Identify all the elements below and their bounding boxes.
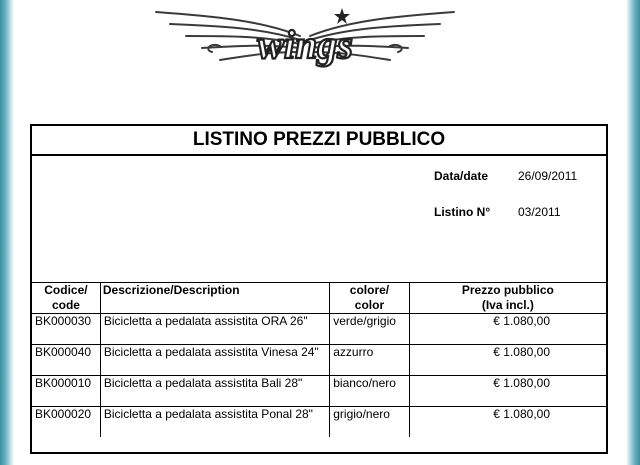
- header-price: Prezzo pubblico (Iva incl.): [409, 283, 606, 314]
- listino-value: 03/2011: [518, 205, 561, 219]
- cell-color: bianco/nero: [330, 376, 409, 407]
- table-row: [32, 345, 606, 376]
- cell-color: azzurro: [330, 345, 409, 376]
- cell-code: BK000020: [32, 407, 100, 438]
- cell-description: Bicicletta a pedalata assistita Vinesa 24": [100, 345, 329, 376]
- wings-logo: [150, 6, 460, 72]
- header-description: Descrizione/Description: [100, 283, 329, 314]
- date-label: Data/date: [434, 169, 489, 183]
- logo-wordmark: wings: [257, 22, 353, 67]
- cell-description: Bicicletta a pedalata assistita Ponal 28": [100, 407, 329, 438]
- cell-price: € 1.080,00: [493, 376, 550, 390]
- cell-price: € 1.080,00: [493, 314, 550, 328]
- cell-code: BK000040: [32, 345, 100, 376]
- cell-code: BK000030: [32, 314, 100, 345]
- cell-color: grigio/nero: [330, 407, 409, 438]
- cell-code: BK000010: [32, 376, 100, 407]
- price-table: [32, 282, 606, 437]
- page-title: LISTINO PREZZI PUBBLICO: [32, 126, 606, 156]
- table-row: [32, 407, 606, 438]
- cell-description: Bicicletta a pedalata assistita ORA 26": [100, 314, 329, 345]
- header-code: Codice/ code: [32, 283, 100, 314]
- date-value: 26/09/2011: [518, 169, 578, 183]
- cell-price: € 1.080,00: [493, 345, 550, 359]
- table-row: [32, 314, 606, 345]
- listino-label: Listino N°: [434, 205, 491, 219]
- cell-price: € 1.080,00: [493, 407, 550, 421]
- cell-color: verde/grigio: [330, 314, 409, 345]
- header-color: colore/ color: [330, 283, 409, 314]
- table-row: [32, 376, 606, 407]
- table-header-row: [32, 283, 606, 314]
- cell-description: Bicicletta a pedalata assistita Bali 28": [100, 376, 329, 407]
- price-list-sheet: [30, 124, 608, 454]
